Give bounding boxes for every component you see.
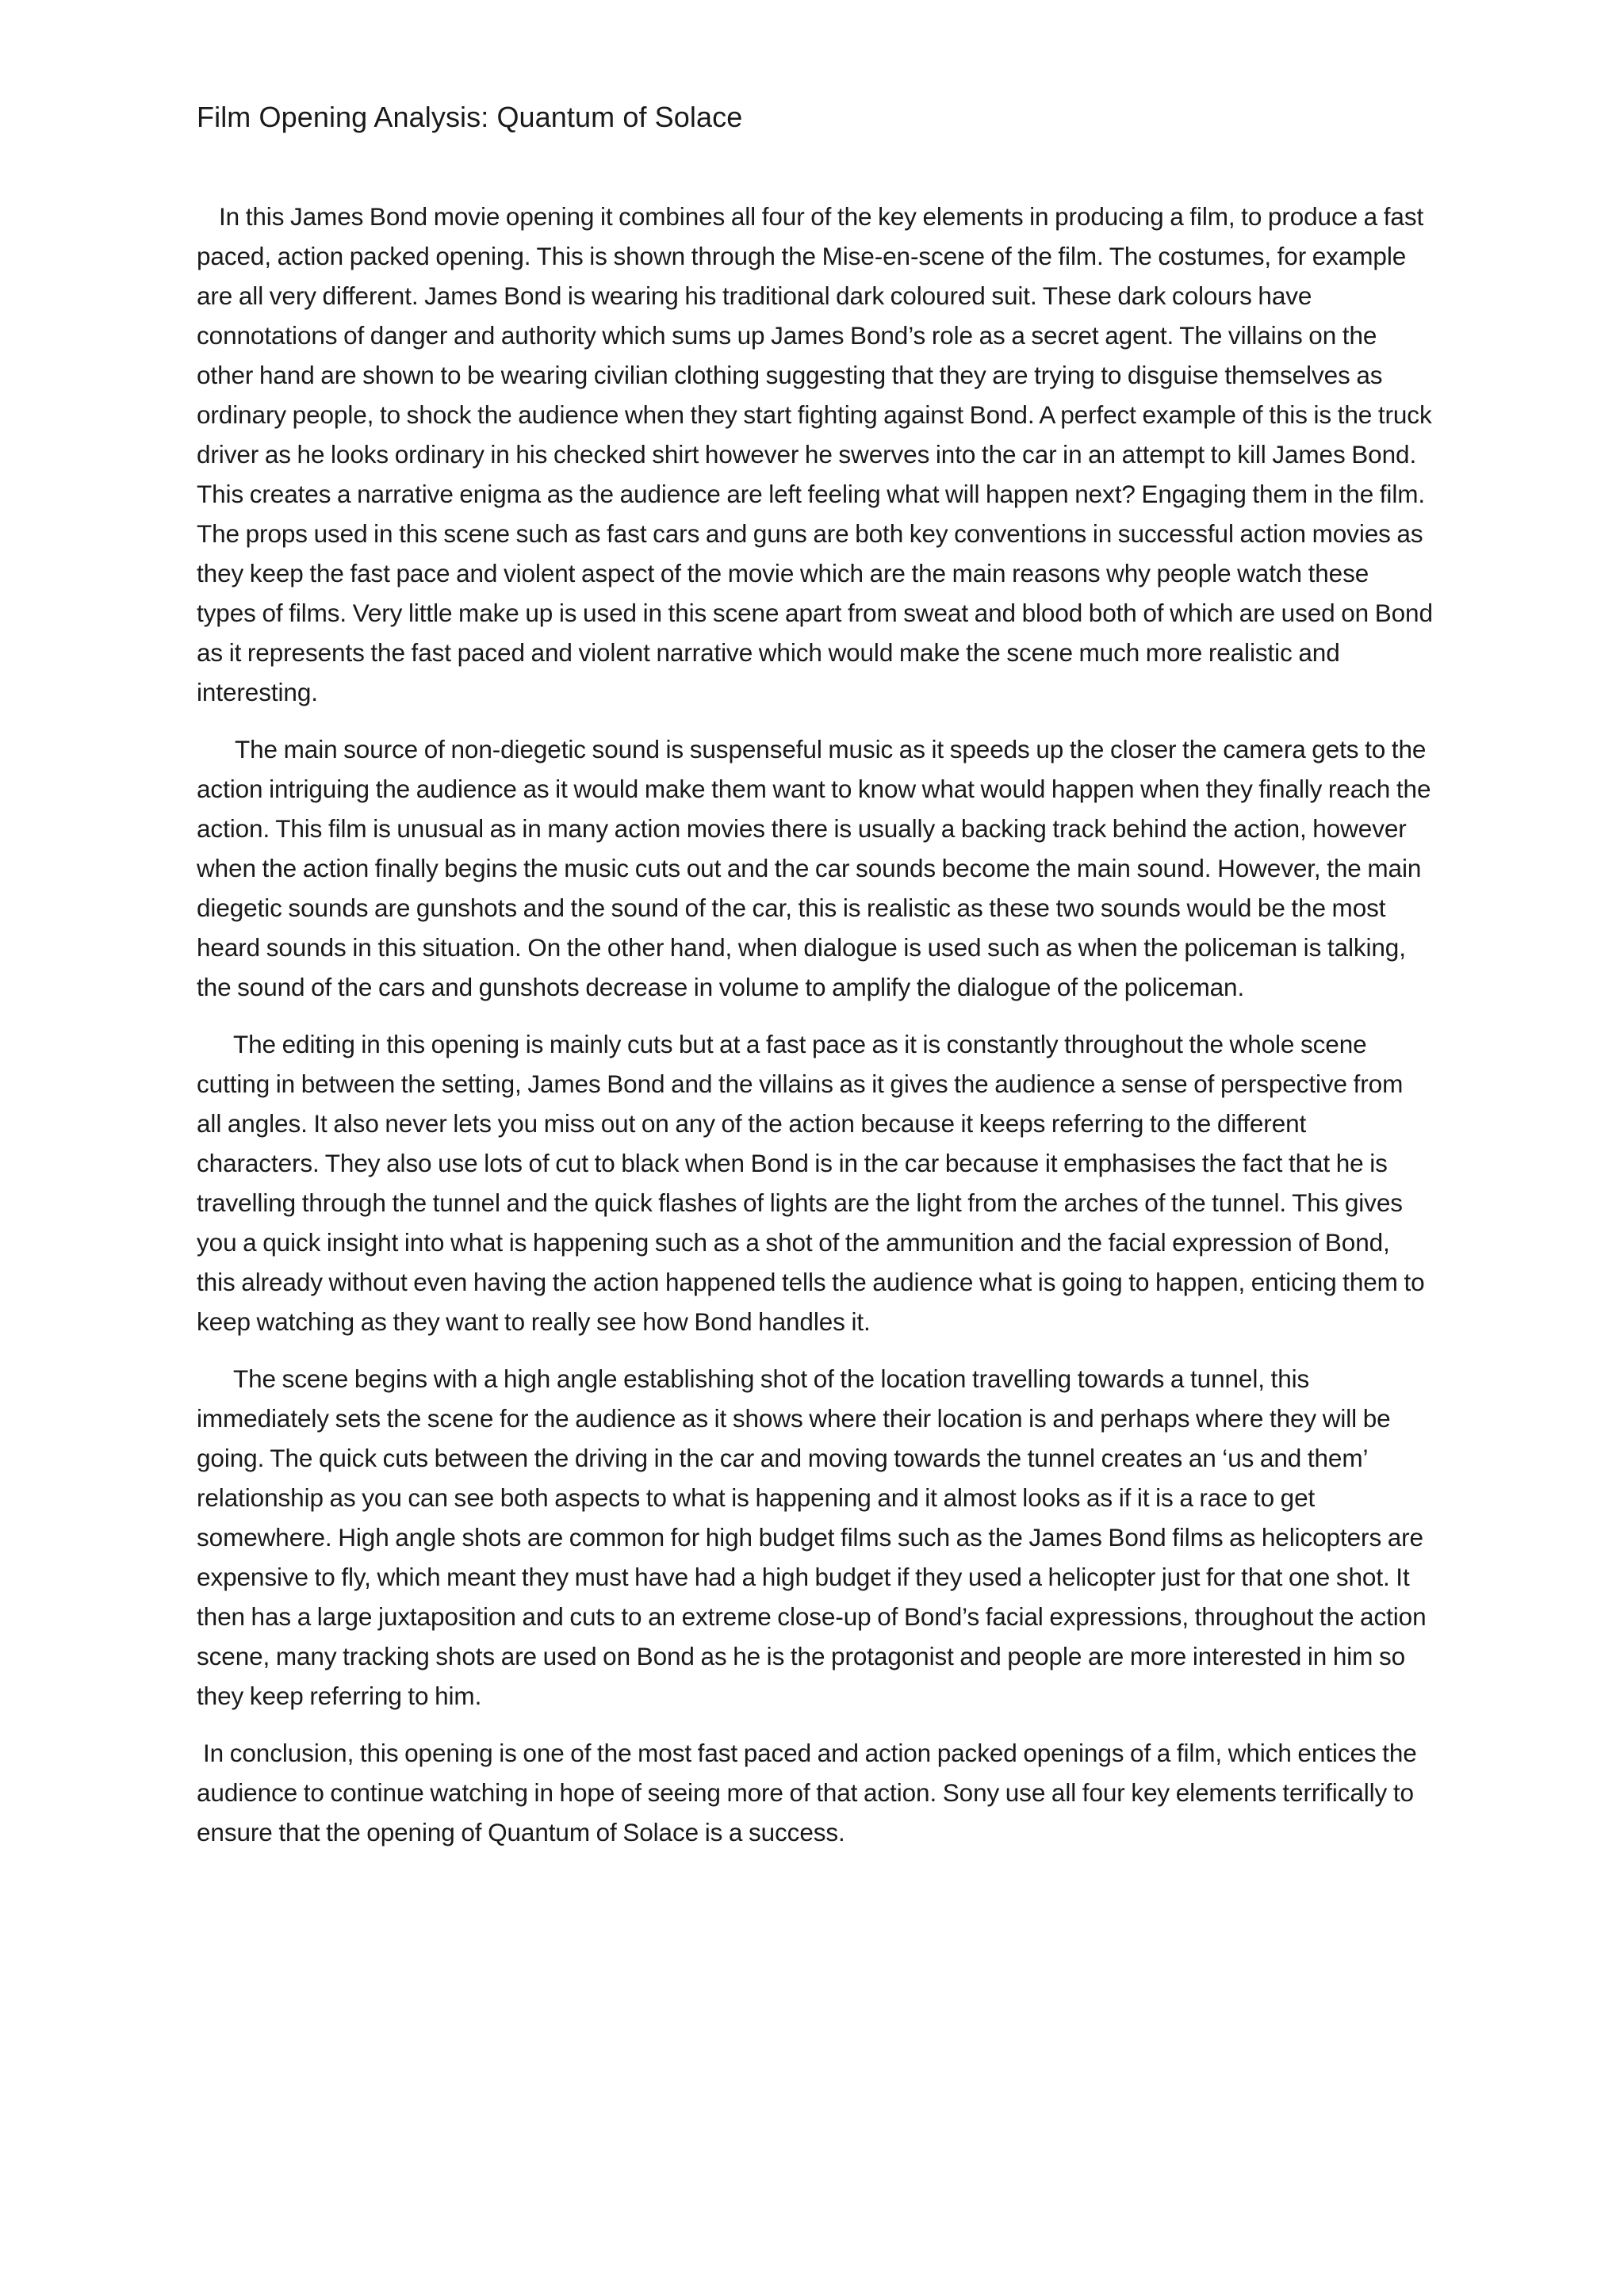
paragraph-editing: The editing in this opening is mainly cuts but at a fast pace as it is constantly throughout the whole scene cutting in between the setting, James Bond and the villains as it gives the audience a sense of perspective from all angles. It also never lets you miss out on any of the action because it keeps referring to the different characters. They also use lots of cut to black when Bond is in the car because it emphasises the fact that he is travelling through the tunnel and the quick flashes of lights are the light from the arches of the tunnel. This gives you a quick insight into what is happening such as a shot of the ammunition and the facial expression of Bond, this already without even having the action happened tells the audience what is going to happen, enticing them to keep watching as they want to really see how Bond handles it. xyxy=(197,1030,1425,1336)
paragraph-conclusion: In conclusion, this opening is one of the most fast paced and action packed openings of a film, which entices the audience to continue watching in hope of seeing more of that action. Sony use all four key elements terrifically to ensure that the opening of Quantum of Solace is a success. xyxy=(197,1739,1417,1846)
paragraph-mise-en-scene: In this James Bond movie opening it combines all four of the key elements in producing a film, to produce a fast paced, action packed opening. This is shown through the Mise-en-scene of the film. The costumes, for example are all very different. James Bond is wearing his traditional dark coloured suit. These dark colours have connotations of danger and authority which sums up James Bond’s role as a secret agent. The villains on the other hand are shown to be wearing civilian clothing suggesting that they are trying to disguise themselves as ordinary people, to shock the audience when they start fighting against Bond. A perfect example of this is the truck driver as he looks ordinary in his checked shirt however he swerves into the car in an attempt to kill James Bond. This creates a narrative enigma as the audience are left feeling what will happen next? Engaging them in the film. The props used in this scene such as fast cars and guns are both key conventions in successful action movies as they keep the fast pace and violent aspect of the movie which are the main reasons why people watch these types of films. Very little make up is used in this scene apart from sweat and blood both of which are used on Bond as it represents the fast paced and violent narrative which would make the scene much more realistic and interesting. xyxy=(197,202,1433,706)
document-title: Film Opening Analysis: Quantum of Solace xyxy=(197,101,743,133)
paragraph-sound: The main source of non-diegetic sound is suspenseful music as it speeds up the closer the camera gets to the action intriguing the audience as it would make them want to know what would happen when they finally reach the action. This film is unusual as in many action movies there is usually a backing track behind the action, however when the action finally begins the music cuts out and the car sounds become the main sound. However, the main diegetic sounds are gunshots and the sound of the car, this is realistic as these two sounds would be the most heard sounds in this situation. On the other hand, when dialogue is used such as when the policeman is talking, the sound of the cars and gunshots decrease in volume to amplify the dialogue of the policeman. xyxy=(197,735,1431,1001)
document-body xyxy=(197,197,1434,1869)
paragraph-camera: The scene begins with a high angle establishing shot of the location travelling towards a tunnel, this immediately sets the scene for the audience as it shows where their location is and perhaps where they will be going. The quick cuts between the driving in the car and moving towards the tunnel creates an ‘us and them’ relationship as you can see both aspects to what is happening and it almost looks as if it is a race to get somewhere. High angle shots are common for high budget films such as the James Bond films as helicopters are expensive to fly, which meant they must have had a high budget if they used a helicopter just for that one shot. It then has a large juxtaposition and cuts to an extreme close-up of Bond’s facial expressions, throughout the action scene, many tracking shots are used on Bond as he is the protagonist and people are more interested in him so they keep referring to him. xyxy=(197,1364,1427,1710)
